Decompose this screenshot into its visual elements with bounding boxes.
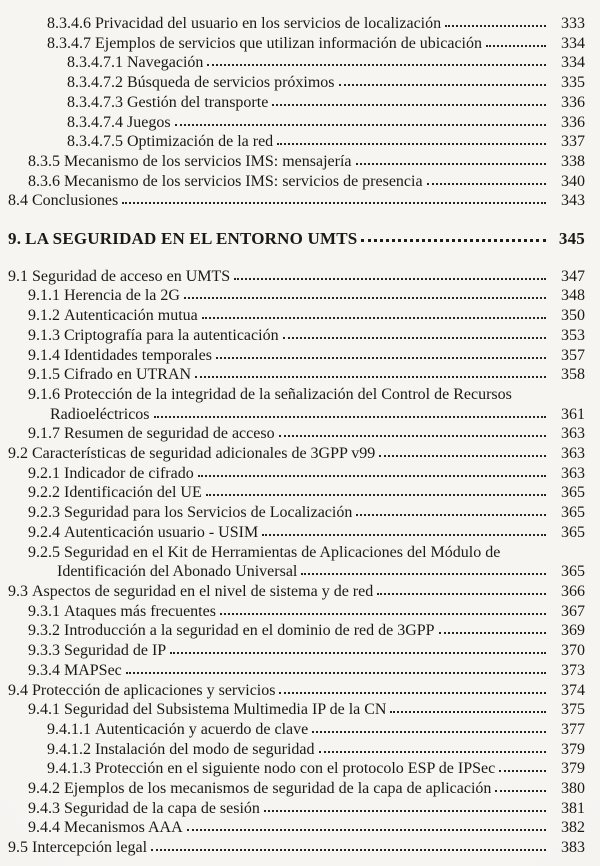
- toc-entry: [0, 385, 585, 405]
- dot-leader: [234, 278, 546, 280]
- entry-title: Seguridad para los Servicios de Localización: [64, 504, 353, 522]
- toc-entry: [0, 661, 585, 681]
- dot-leader: [486, 45, 546, 47]
- dot-leader: [277, 143, 546, 145]
- entry-number: 9.4.1.3: [47, 760, 91, 778]
- toc-entry: [0, 267, 585, 287]
- entry-page-number: 353: [561, 326, 585, 344]
- toc-entry: [0, 444, 585, 464]
- entry-page-number: 365: [561, 523, 585, 541]
- dot-leader: [439, 632, 546, 634]
- dot-leader: [170, 652, 546, 654]
- entry-number: 9.1.2: [28, 307, 60, 325]
- toc-entry: [0, 405, 585, 425]
- entry-number: 8.3.6: [28, 172, 60, 190]
- entry-number: 8.3.4.7: [47, 34, 91, 52]
- dot-leader: [356, 163, 547, 165]
- toc-entry: [0, 34, 585, 54]
- toc-entry: [0, 152, 585, 172]
- entry-page-number: 379: [561, 740, 585, 758]
- toc-entry: [0, 740, 585, 760]
- entry-page-number: 374: [561, 681, 585, 699]
- entry-title: Seguridad de acceso en UMTS: [32, 267, 231, 285]
- entry-title: Radioeléctricos: [50, 405, 150, 423]
- toc-entry: [0, 759, 585, 779]
- dot-leader: [356, 514, 546, 516]
- entry-number: 9.1.4: [28, 346, 60, 364]
- entry-page-number: 383: [561, 839, 585, 857]
- entry-page-number: 335: [561, 74, 585, 92]
- entry-title: Indicador de cifrado: [64, 464, 194, 482]
- entry-title: Mecanismo de los servicios IMS: servicios de presencia: [64, 172, 423, 190]
- dot-leader: [301, 573, 546, 575]
- entry-title: Autenticación y acuerdo de clave: [95, 720, 309, 738]
- toc-entry: [0, 483, 585, 503]
- entry-number: 9.3: [8, 582, 28, 600]
- entry-page-number: 382: [561, 819, 585, 837]
- entry-title: Mecanismos AAA: [64, 819, 183, 837]
- entry-page-number: 334: [561, 34, 585, 52]
- toc-entry: [0, 14, 585, 34]
- entry-title: Mecanismo de los servicios IMS: mensajería: [64, 152, 352, 170]
- entry-title: Seguridad del Subsistema Multimedia IP de la CN: [64, 701, 387, 719]
- dot-leader: [195, 376, 546, 378]
- toc-entry: [0, 191, 585, 211]
- entry-page-number: 336: [561, 113, 585, 131]
- entry-number: 9.1.3: [28, 326, 60, 344]
- toc-entry: [0, 523, 585, 543]
- dot-leader: [122, 202, 546, 204]
- entry-title: Cifrado en UTRAN: [64, 366, 192, 384]
- entry-title: Navegación: [127, 54, 204, 72]
- toc-entry: [0, 93, 585, 113]
- entry-number: 9.: [8, 229, 22, 249]
- entry-title: Identificación del UE: [64, 484, 202, 502]
- entry-page-number: 370: [561, 642, 585, 660]
- toc-entry: [0, 582, 585, 602]
- dot-leader: [220, 613, 546, 615]
- entry-page-number: 365: [561, 504, 585, 522]
- entry-title: Características de seguridad adicionales de 3GPP v99: [32, 445, 376, 463]
- dot-leader: [151, 849, 546, 851]
- entry-page-number: 340: [561, 172, 585, 190]
- entry-title: Seguridad de la capa de sesión: [64, 799, 260, 817]
- entry-number: 8.4: [8, 192, 28, 210]
- dot-leader: [390, 711, 546, 713]
- entry-title: Ataques más frecuentes: [64, 602, 216, 620]
- toc-entry: [0, 838, 585, 858]
- entry-number: 8.3.4.7.4: [67, 113, 123, 131]
- entry-number: 9.4.1.1: [47, 720, 91, 738]
- dot-leader: [175, 124, 546, 126]
- entry-title: Optimización de la red: [127, 133, 274, 151]
- toc-entry: [0, 641, 585, 661]
- entry-number: 9.1.5: [28, 366, 60, 384]
- entry-title: Protección de aplicaciones y servicios: [32, 681, 276, 699]
- entry-title: Intercepción legal: [32, 839, 148, 857]
- entry-number: 9.2.4: [28, 523, 60, 541]
- entry-page-number: 333: [561, 15, 585, 32]
- entry-number: 9.2.3: [28, 504, 60, 522]
- toc-entry: [0, 53, 585, 73]
- entry-page-number: 366: [561, 582, 585, 600]
- entry-number: 8.3.4.6: [47, 15, 91, 32]
- dot-leader: [279, 692, 546, 694]
- dot-leader: [262, 534, 546, 536]
- dot-leader: [207, 64, 546, 66]
- toc-entry: [0, 73, 585, 93]
- dot-leader: [216, 357, 546, 359]
- entry-number: 8.3.4.7.5: [67, 133, 123, 151]
- entry-title: Juegos: [127, 113, 171, 131]
- toc-entry: [0, 681, 585, 701]
- entry-page-number: 350: [561, 307, 585, 325]
- entry-title: Seguridad en el Kit de Herramientas de Aplicaciones del Módulo de: [64, 543, 501, 561]
- entry-page-number: 348: [561, 287, 585, 305]
- entry-number: 9.4.2: [28, 780, 60, 798]
- toc-entry: [0, 113, 585, 133]
- entry-title: Ejemplos de los mecanismos de seguridad de la capa de aplicación: [64, 780, 492, 798]
- entry-page-number: 363: [561, 445, 585, 463]
- entry-page-number: 338: [561, 152, 585, 170]
- entry-number: 8.3.5: [28, 152, 60, 170]
- entry-title: Instalación del modo de seguridad: [95, 740, 315, 758]
- entry-number: 9.5: [8, 839, 28, 857]
- entry-title: Introducción a la seguridad en el dominio de red de 3GPP: [64, 622, 435, 640]
- toc-entry: [0, 424, 585, 444]
- dot-leader: [187, 829, 546, 831]
- toc-entry: [0, 700, 585, 720]
- entry-page-number: 334: [561, 54, 585, 72]
- dot-leader: [198, 475, 546, 477]
- entry-number: 8.3.4.7.2: [67, 74, 123, 92]
- entry-page-number: 379: [561, 760, 585, 778]
- entry-number: 8.3.4.7.3: [67, 93, 123, 111]
- entry-page-number: 375: [561, 701, 585, 719]
- entry-page-number: 358: [561, 366, 585, 384]
- entry-title: Identidades temporales: [64, 346, 212, 364]
- dot-leader: [427, 183, 546, 185]
- dot-leader: [361, 239, 546, 242]
- entry-page-number: 337: [561, 133, 585, 151]
- toc-entry: [0, 562, 585, 582]
- entry-number: 9.4.3: [28, 799, 60, 817]
- entry-page-number: 369: [561, 622, 585, 640]
- entry-number: 9.2: [8, 445, 28, 463]
- entry-title: Identificación del Abonado Universal: [57, 563, 298, 581]
- entry-number: 9.4.1: [28, 701, 60, 719]
- entry-page-number: 365: [561, 563, 585, 581]
- entry-title: Criptografía para la autenticación: [64, 326, 279, 344]
- dot-leader: [495, 790, 546, 792]
- dot-leader: [202, 317, 546, 319]
- entry-number: 9.4.4: [28, 819, 60, 837]
- toc-entry: [0, 543, 585, 563]
- entry-title: Conclusiones: [32, 192, 119, 210]
- entry-number: 9.1: [8, 267, 28, 285]
- entry-title: Gestión del transporte: [127, 93, 269, 111]
- entry-page-number: 377: [561, 720, 585, 738]
- toc-entry: [0, 365, 585, 385]
- dot-leader: [283, 337, 546, 339]
- entry-title: LA SEGURIDAD EN EL ENTORNO UMTS: [25, 229, 358, 249]
- entry-title: Seguridad de IP: [64, 642, 167, 660]
- entry-number: 9.4.1.2: [47, 740, 91, 758]
- toc-entry: [0, 306, 585, 326]
- toc-chapter-entry: [0, 229, 585, 249]
- entry-number: 9.3.3: [28, 642, 60, 660]
- dot-leader: [154, 416, 546, 418]
- dot-leader: [279, 435, 546, 437]
- entry-number: 9.1.6: [28, 385, 60, 403]
- entry-number: 9.1.1: [28, 287, 60, 305]
- toc-entry: [0, 464, 585, 484]
- entry-title: Búsqueda de servicios próximos: [127, 74, 335, 92]
- dot-leader: [319, 751, 547, 753]
- entry-title: Resumen de seguridad de acceso: [64, 425, 275, 443]
- dot-leader: [126, 672, 546, 674]
- entry-number: 9.1.7: [28, 425, 60, 443]
- entry-number: 9.3.1: [28, 602, 60, 620]
- toc-entry: [0, 602, 585, 622]
- entry-title: Aspectos de seguridad en el nivel de sistema y de red: [32, 582, 374, 600]
- toc-entry: [0, 172, 585, 192]
- entry-page-number: 381: [561, 799, 585, 817]
- dot-leader: [272, 104, 546, 106]
- entry-title: Autenticación mutua: [64, 307, 198, 325]
- dot-leader: [206, 494, 546, 496]
- toc-entry: [0, 818, 585, 838]
- dot-leader: [312, 731, 546, 733]
- entry-number: 9.3.2: [28, 622, 60, 640]
- entry-page-number: 367: [561, 602, 585, 620]
- entry-number: 9.2.1: [28, 464, 60, 482]
- entry-page-number: 363: [561, 464, 585, 482]
- toc-entry: [0, 132, 585, 152]
- dot-leader: [184, 297, 546, 299]
- entry-page-number: 365: [561, 484, 585, 502]
- entry-number: 9.3.4: [28, 661, 60, 679]
- toc-list: [0, 14, 585, 858]
- entry-title: Privacidad del usuario en los servicios de localización: [95, 15, 442, 32]
- toc-entry: [0, 503, 585, 523]
- dot-leader: [377, 593, 546, 595]
- toc-entry: [0, 799, 585, 819]
- toc-entry: [0, 286, 585, 306]
- entry-title: Ejemplos de servicios que utilizan información de ubicación: [95, 34, 482, 52]
- entry-page-number: 373: [561, 661, 585, 679]
- entry-number: 9.2.5: [28, 543, 60, 561]
- entry-page-number: 363: [561, 425, 585, 443]
- toc-entry: [0, 326, 585, 346]
- entry-title: Protección en el siguiente nodo con el protocolo ESP de IPSec: [95, 760, 496, 778]
- entry-page-number: 380: [561, 780, 585, 798]
- entry-title: Herencia de la 2G: [64, 287, 180, 305]
- dot-leader: [445, 25, 546, 27]
- entry-page-number: 336: [561, 93, 585, 111]
- toc-entry: [0, 346, 585, 366]
- entry-number: 9.2.2: [28, 484, 60, 502]
- toc-entry: [0, 621, 585, 641]
- dot-leader: [264, 810, 546, 812]
- entry-title: MAPSec: [64, 661, 122, 679]
- toc-entry: [0, 720, 585, 740]
- entry-number: 8.3.4.7.1: [67, 54, 123, 72]
- entry-page-number: 357: [561, 346, 585, 364]
- dot-leader: [499, 770, 546, 772]
- entry-page-number: 345: [558, 229, 585, 249]
- entry-page-number: 347: [561, 267, 585, 285]
- dot-leader: [339, 84, 546, 86]
- entry-title: Protección de la integridad de la señalización del Control de Recursos: [64, 385, 512, 403]
- entry-title: Autenticación usuario - USIM: [64, 523, 259, 541]
- entry-page-number: 361: [561, 405, 585, 423]
- entry-page-number: 343: [561, 192, 585, 210]
- dot-leader: [379, 455, 546, 457]
- toc-entry: [0, 779, 585, 799]
- entry-number: 9.4: [8, 681, 28, 699]
